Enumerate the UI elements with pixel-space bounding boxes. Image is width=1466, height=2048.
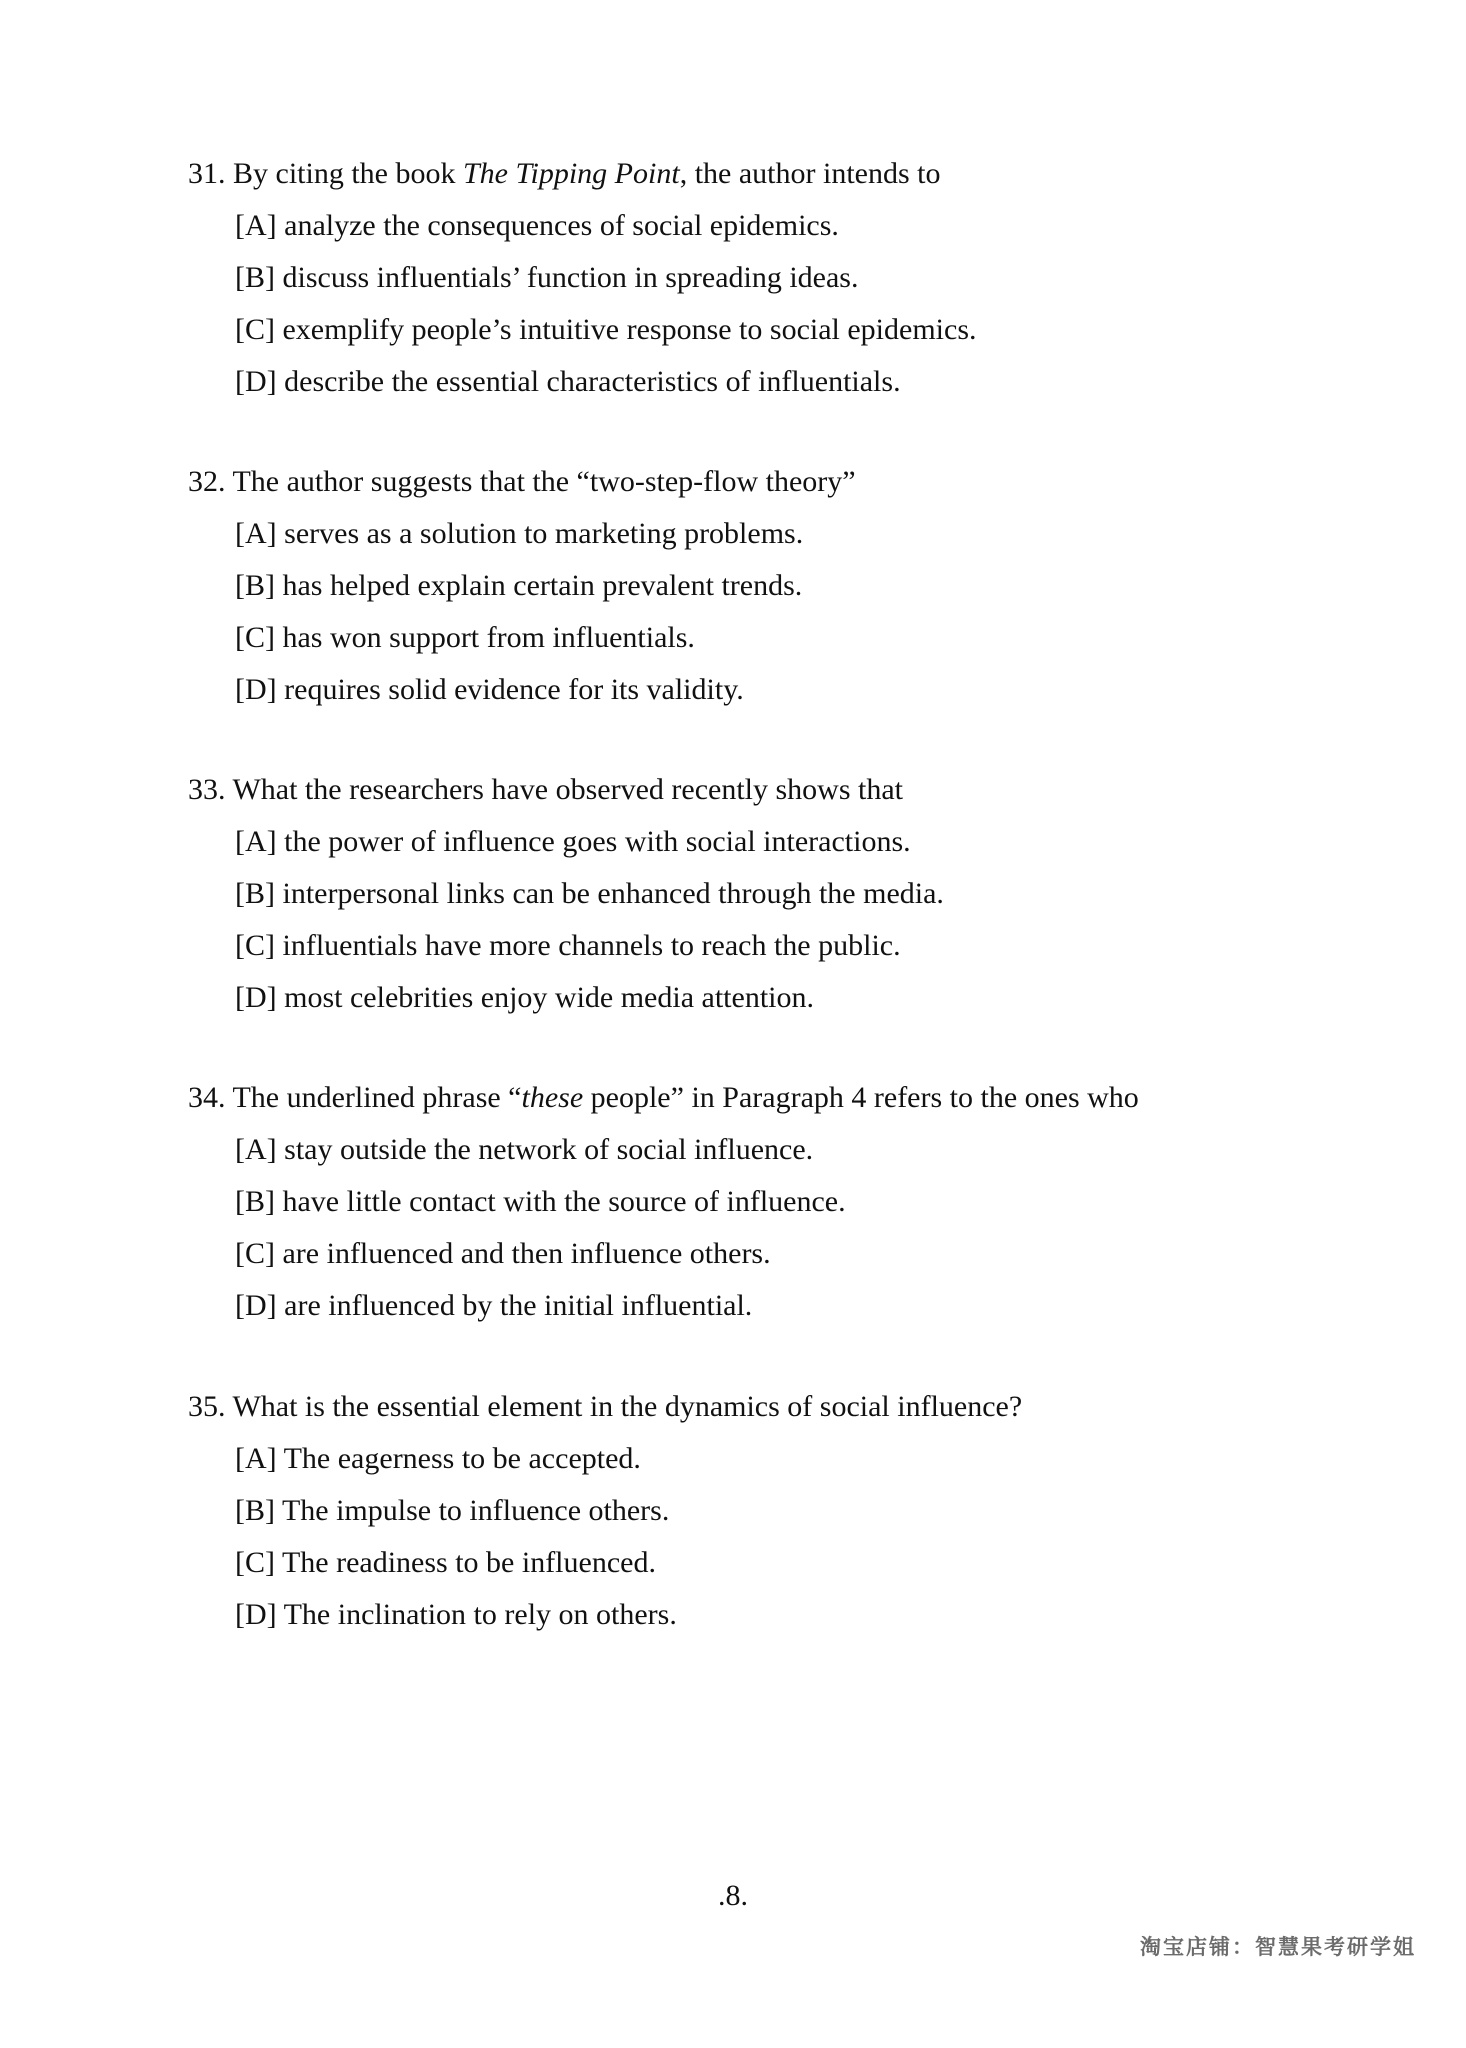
- option-list: [188, 508, 1288, 716]
- option-list: [188, 1433, 1288, 1641]
- option-a: [A] serves as a solution to marketing problems.: [235, 517, 804, 550]
- question-stem: 33. What the researchers have observed recently shows that: [188, 773, 904, 806]
- option-c: [C] exemplify people’s intuitive response to social epidemics.: [235, 313, 977, 346]
- option-b: [B] discuss influentials’ function in spreading ideas.: [235, 261, 859, 294]
- option-b: [B] has helped explain certain prevalent trends.: [235, 569, 803, 602]
- question-35: [188, 1381, 1288, 1641]
- option-c: [C] The readiness to be influenced.: [235, 1546, 656, 1579]
- option-d: [D] describe the essential characteristics of influentials.: [235, 365, 901, 398]
- question-stem: 31. By citing the book The Tipping Point, the author intends to: [188, 157, 941, 190]
- option-list: [188, 1124, 1288, 1332]
- option-list: [188, 816, 1288, 1024]
- option-a: [A] the power of influence goes with social interactions.: [235, 825, 911, 858]
- option-list: [188, 200, 1288, 408]
- question-stem: 32. The author suggests that the “two-step-flow theory”: [188, 465, 856, 498]
- option-d: [D] requires solid evidence for its validity.: [235, 673, 744, 706]
- page-number: .8.: [718, 1879, 748, 1912]
- question-stem: 34. The underlined phrase “these people” in Paragraph 4 refers to the ones who: [188, 1081, 1139, 1114]
- question-32: [188, 456, 1288, 716]
- option-b: [B] have little contact with the source of influence.: [235, 1185, 846, 1218]
- option-d: [D] are influenced by the initial influential.: [235, 1289, 753, 1322]
- option-c: [C] has won support from influentials.: [235, 621, 695, 654]
- option-b: [B] The impulse to influence others.: [235, 1494, 670, 1527]
- italic-word: these: [521, 1081, 584, 1114]
- option-a: [A] stay outside the network of social influence.: [235, 1133, 814, 1166]
- option-a: [A] The eagerness to be accepted.: [235, 1442, 641, 1475]
- option-b: [B] interpersonal links can be enhanced through the media.: [235, 877, 944, 910]
- question-34: [188, 1072, 1288, 1332]
- book-title: The Tipping Point: [462, 157, 680, 190]
- option-d: [D] The inclination to rely on others.: [235, 1598, 677, 1631]
- option-a: [A] analyze the consequences of social epidemics.: [235, 209, 839, 242]
- question-33: [188, 764, 1288, 1024]
- option-c: [C] influentials have more channels to reach the public.: [235, 929, 901, 962]
- question-stem: 35. What is the essential element in the dynamics of social influence?: [188, 1390, 1023, 1423]
- option-c: [C] are influenced and then influence others.: [235, 1237, 771, 1270]
- question-31: [188, 148, 1288, 408]
- shop-watermark: 淘宝店铺：智慧果考研学姐: [1140, 1934, 1416, 1959]
- option-d: [D] most celebrities enjoy wide media attention.: [235, 981, 814, 1014]
